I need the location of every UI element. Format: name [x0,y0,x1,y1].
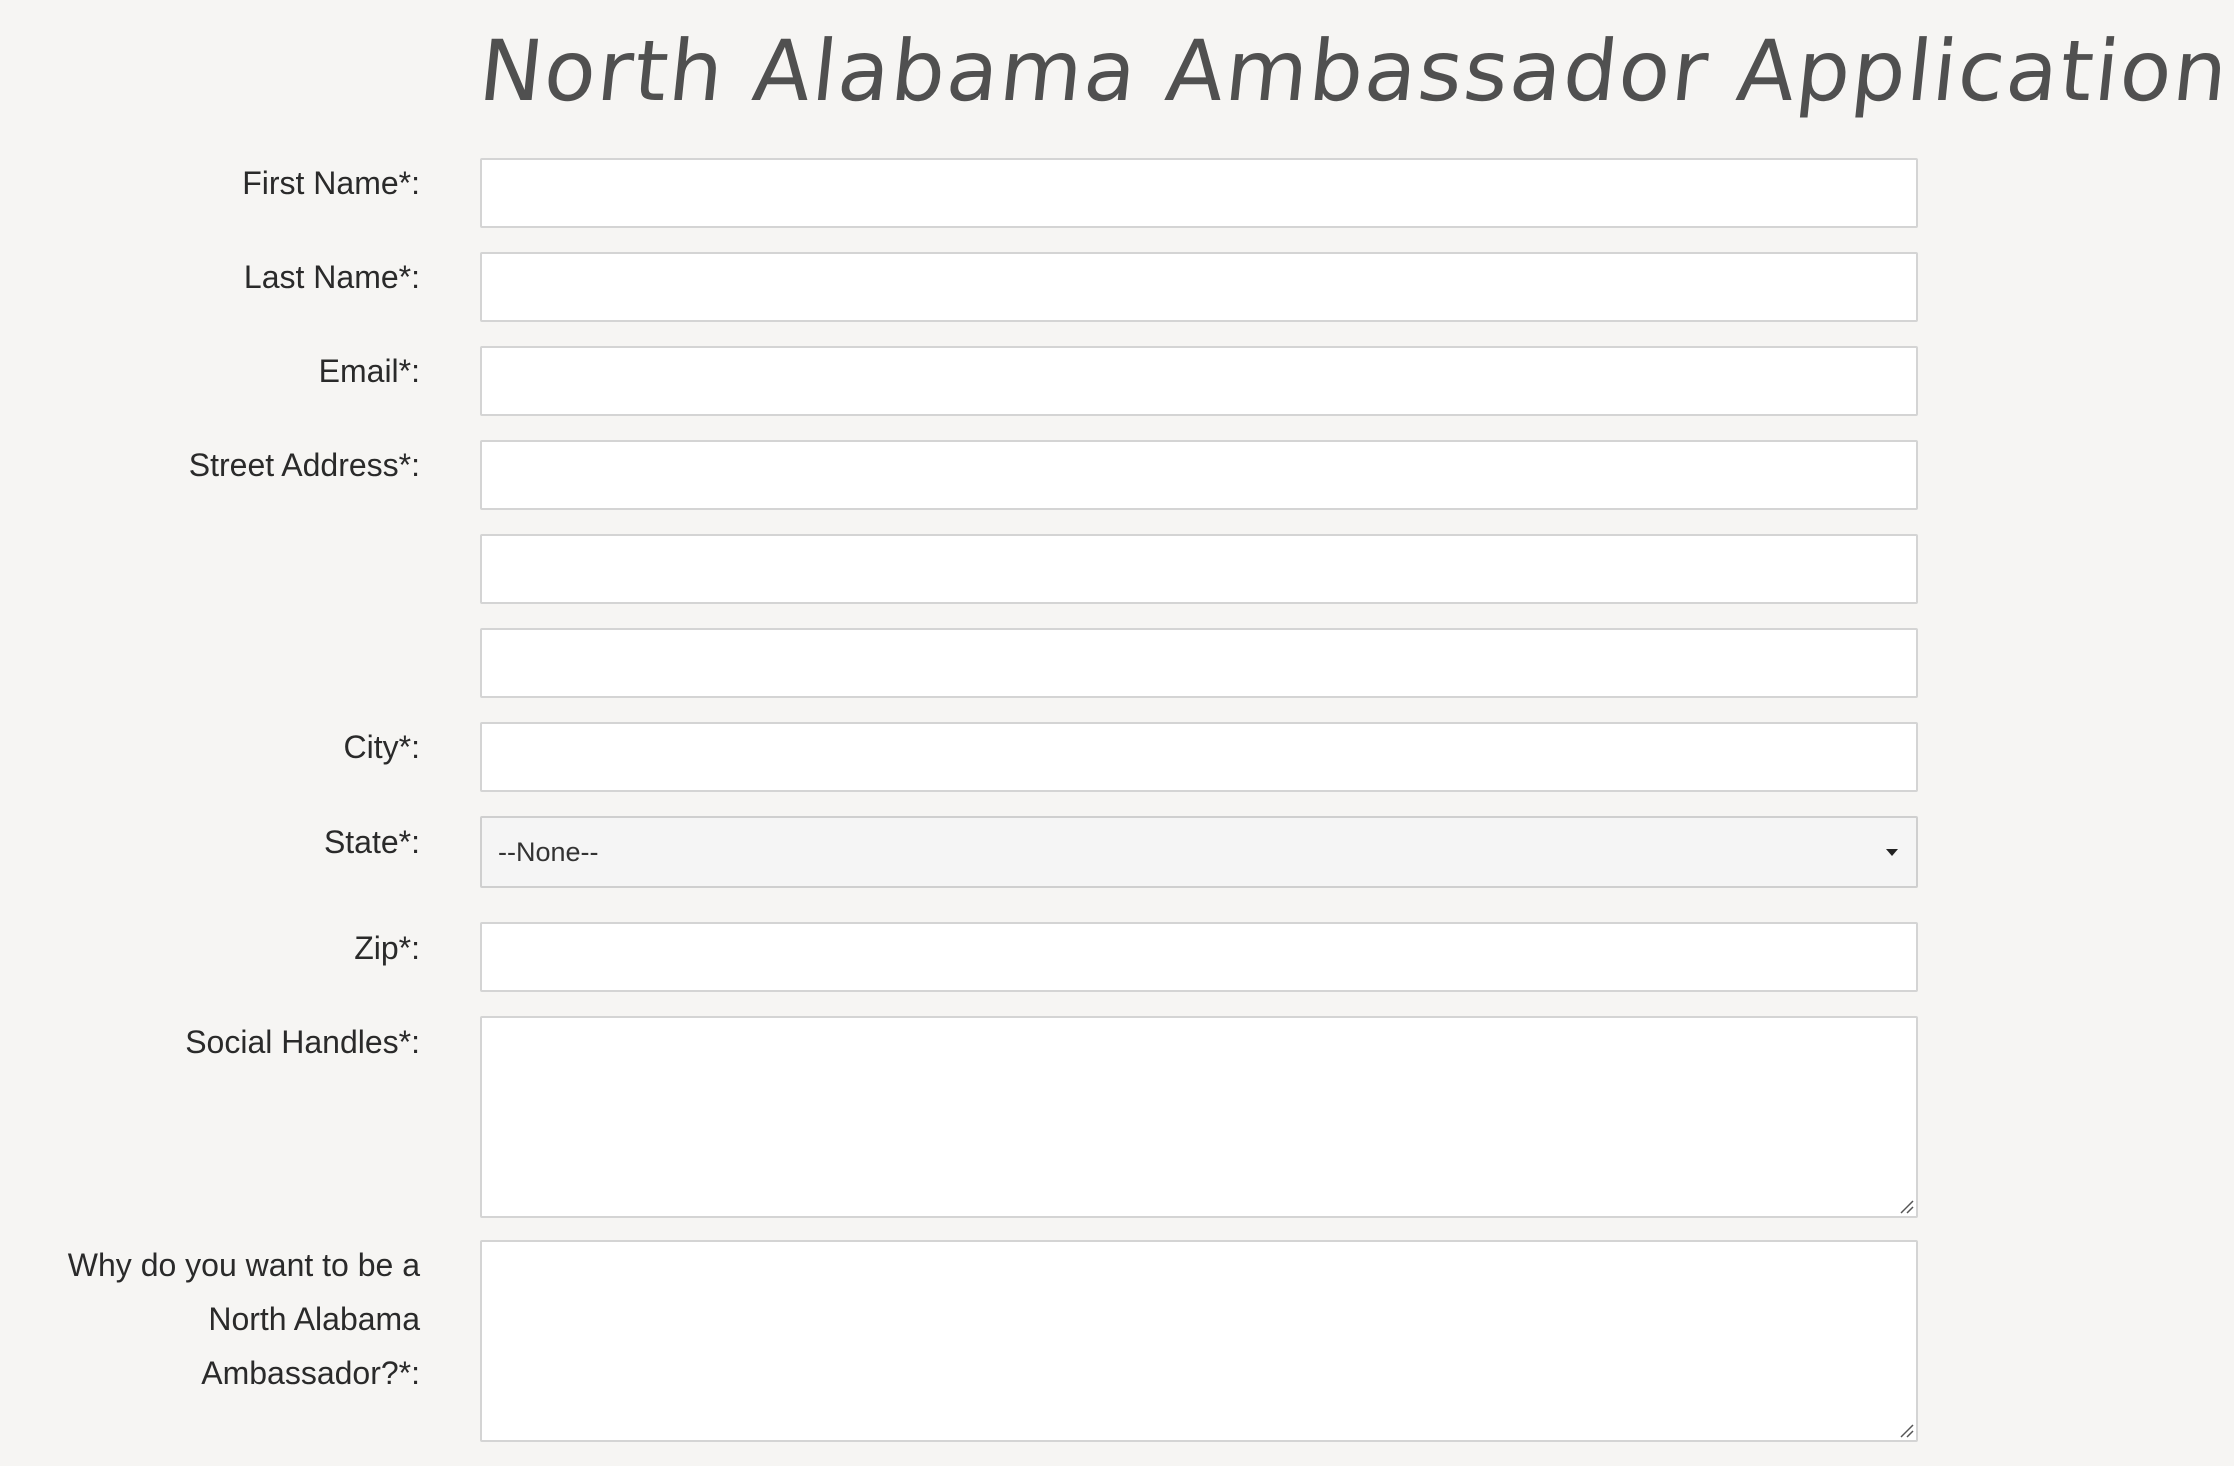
resize-grip-icon[interactable] [1898,1422,1914,1438]
state-label: State*: [323,824,420,860]
city-label: City*: [343,729,420,765]
why-label-line1: Why do you want to be a [67,1247,420,1283]
first-name-label: First Name*: [242,165,420,201]
social-handles-textarea[interactable] [480,1016,1918,1218]
last-name-input[interactable] [480,252,1918,322]
last-name-label: Last Name*: [243,259,420,295]
street-address-label: Street Address*: [188,447,420,483]
zip-input[interactable] [480,922,1918,992]
why-ambassador-textarea[interactable] [480,1240,1918,1442]
street-address-line1-input[interactable] [480,440,1918,510]
why-label [20,1238,420,1400]
caret-down-icon [1886,849,1898,856]
state-selected-value: --None-- [498,837,599,867]
email-label: Email*: [318,353,420,389]
why-label-line2: North Alabama [208,1301,420,1337]
social-handles-label: Social Handles*: [185,1024,420,1060]
zip-label: Zip*: [354,930,420,966]
page-title: North Alabama Ambassador Application [474,22,2234,120]
city-input[interactable] [480,722,1918,792]
why-label-line3: Ambassador?*: [201,1355,420,1391]
first-name-input[interactable] [480,158,1918,228]
email-input[interactable] [480,346,1918,416]
resize-grip-icon[interactable] [1898,1198,1914,1214]
street-address-line2-input[interactable] [480,534,1918,604]
street-address-line3-input[interactable] [480,628,1918,698]
state-select[interactable] [480,816,1918,888]
